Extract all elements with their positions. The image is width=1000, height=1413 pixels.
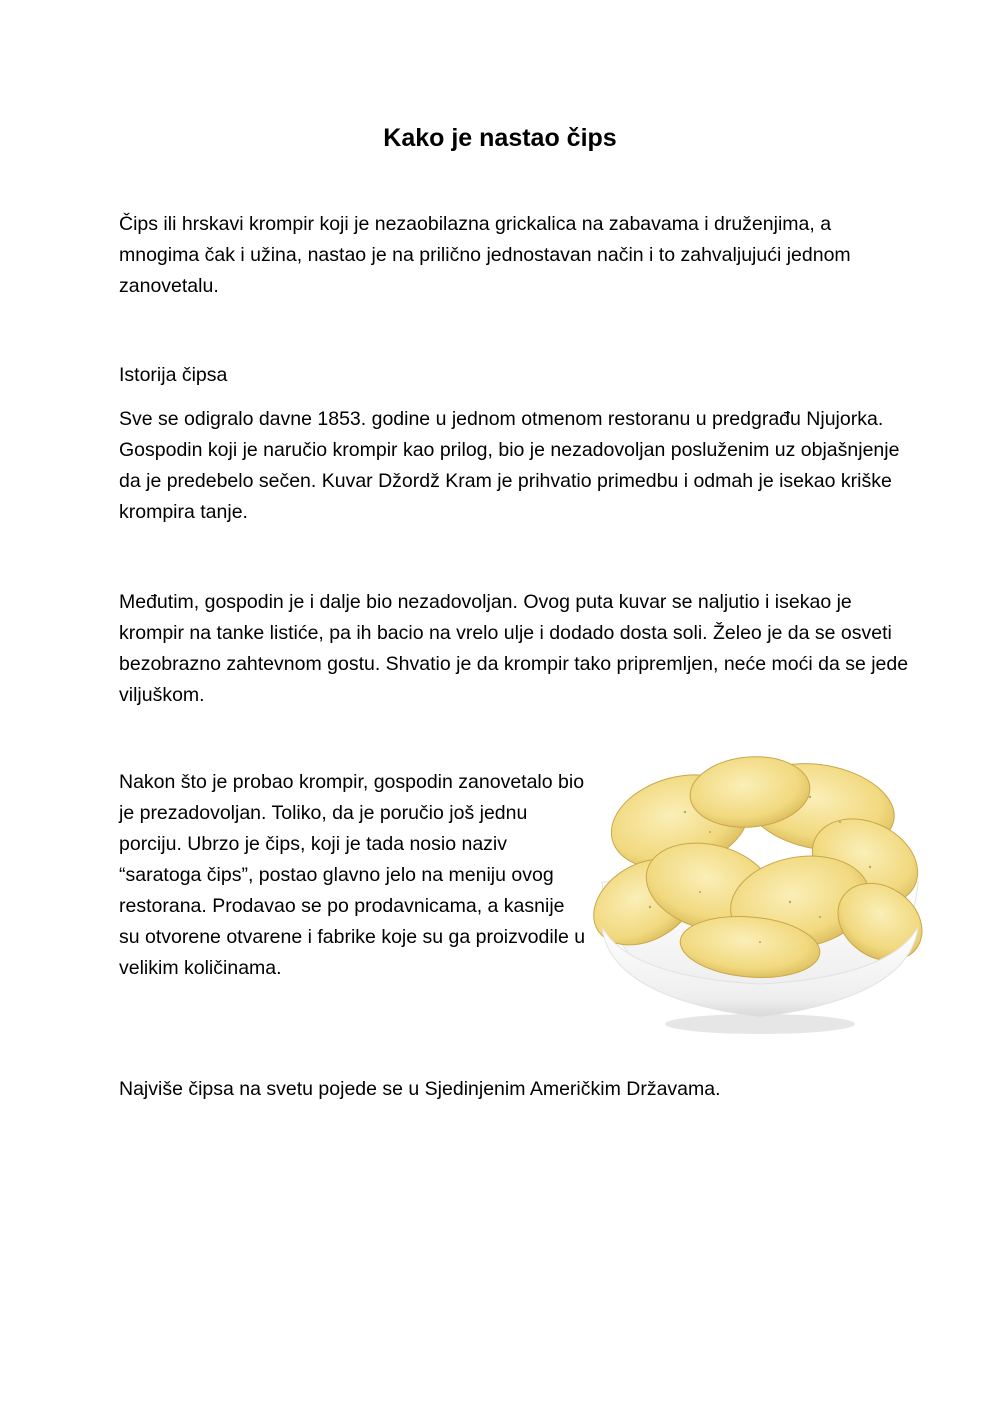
page-title: Kako je nastao čips bbox=[383, 124, 617, 152]
section-heading: Istorija čipsa bbox=[119, 364, 228, 386]
intro-paragraph: Čips ili hrskavi krompir koji je nezaobilazna grickalica na zabavama i druženjima, a mnogima čak i užina, nastao je na prilično jednostavan način i to zahvaljujući jednom zanovetalu. bbox=[119, 213, 851, 297]
chips-bowl-image bbox=[590, 752, 930, 1042]
history-paragraph: Sve se odigralo davne 1853. godine u jednom otmenom restoranu u predgrađu Njujorka. Gospodin koji je naručio krompir kao prilog, bio je nezadovoljan posluženim uz objašnjenje da je predebelo sečen. Kuvar Džordž Kram je prihvatio primedbu i odmah je isekao kriške krompira tanje. bbox=[119, 408, 900, 523]
closing-paragraph: Najviše čipsa na svetu pojede se u Sjedinjenim Američkim Državama. bbox=[119, 1078, 721, 1100]
chips-bowl-icon bbox=[590, 752, 930, 1042]
second-history-paragraph: Međutim, gospodin je i dalje bio nezadovoljan. Ovog puta kuvar se naljutio i isekao je krompir na tanke listiće, pa ih bacio na vrelo ulje i dodado dosta soli. Želeo je da se osveti bezobrazno zahtevnom gostu. Shvatio je da krompir tako pripremljen, neće moći da se jede viljuškom. bbox=[119, 591, 909, 706]
third-history-paragraph: Nakon što je probao krompir, gospodin zanovetalo bio je prezadovoljan. Toliko, da je poručio još jednu porciju. Ubrzo je čips, koji je tada nosio naziv “saratoga čips”, postao glavno jelo na meniju ovog restorana. Prodavao se po prodavnicama, a kasnije su otvorene otvarene i fabrike koje su ga proizvodile u velikim količinama. bbox=[119, 771, 586, 979]
